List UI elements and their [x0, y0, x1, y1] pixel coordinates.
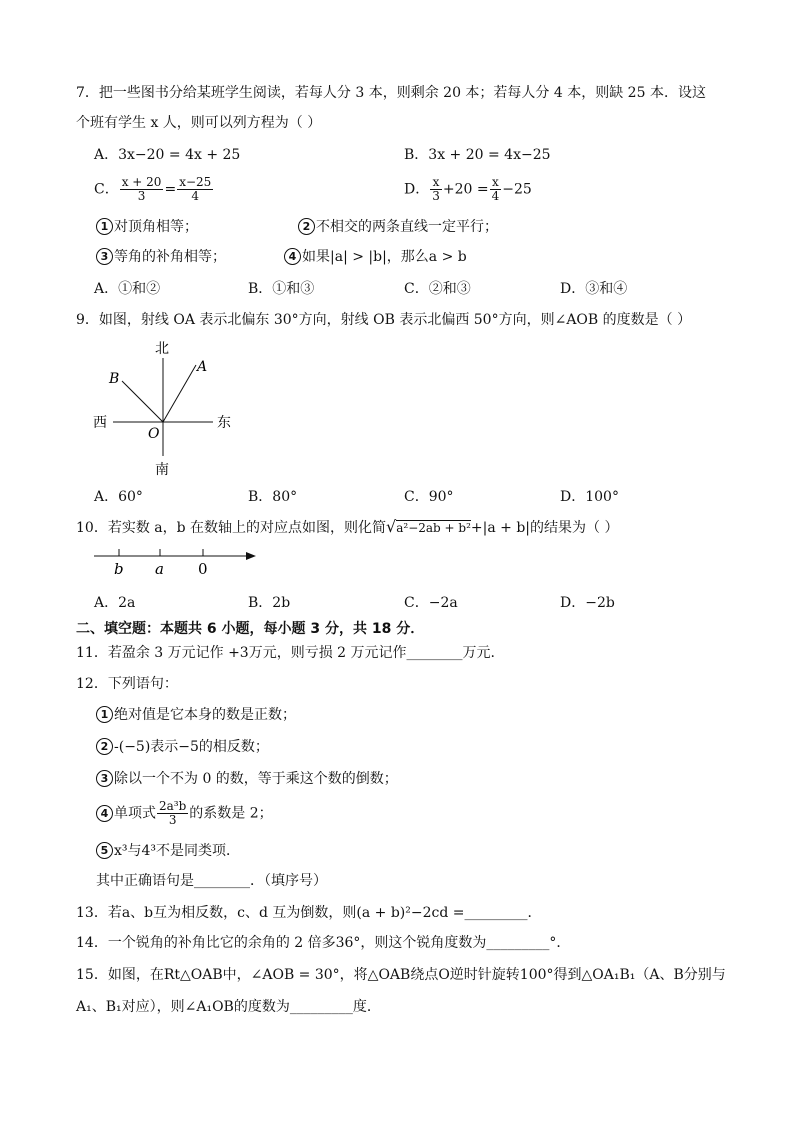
q7-option-d: [404, 176, 532, 203]
circled-number: 1: [96, 706, 113, 723]
sqrt-symbol: √: [386, 517, 397, 536]
ray-ob: [122, 381, 163, 422]
circled-number: 2: [298, 218, 315, 235]
tick-label-zero: 0: [198, 560, 208, 578]
tick-label-a: a: [155, 560, 164, 578]
denominator: 3: [168, 813, 177, 827]
q12-statement-5: [96, 842, 240, 860]
numerator: x: [490, 176, 502, 190]
expression-middle: +20 =: [442, 181, 489, 198]
circled-number: 4: [96, 805, 113, 822]
q7-line2: 个班有学生 x 人，则可以列方程为（ ）: [76, 115, 322, 131]
q12-statement-3: [96, 770, 398, 788]
q9-line: 9．如图，射线 OA 表示北偏东 30°方向，射线 OB 表示北偏西 50°方向，则∠AOB 的度数是（ ）: [76, 312, 692, 328]
numerator: x + 20: [121, 175, 162, 189]
q8-option-c: C．②和③: [404, 281, 471, 297]
q10-option-b: B．2b: [248, 595, 291, 611]
q12-answer-line: 其中正确语句是________．（填序号）: [96, 873, 327, 889]
q10-line: [76, 518, 618, 537]
q12-statement-1: [96, 706, 296, 724]
ray-oa: [163, 365, 196, 422]
label-east: 东: [217, 415, 231, 431]
expression-end: −25: [502, 181, 532, 198]
numerator: x: [430, 176, 442, 190]
q9-option-c: C．90°: [404, 489, 454, 505]
statement-text: x³与4³不是同类项．: [114, 843, 241, 859]
circled-number: 3: [96, 248, 113, 265]
q9-option-d: D．100°: [560, 489, 619, 505]
fraction: [177, 176, 213, 203]
tick-label-b: b: [114, 560, 124, 578]
q9-option-b: B．80°: [248, 489, 298, 505]
q10-text-end: +|a + b|的结果为（ ）: [470, 520, 619, 536]
q8-statement-1: [96, 218, 198, 236]
q7-option-a: A．3x−20 = 4x + 25: [94, 147, 241, 163]
q10-option-d: D．−2b: [560, 595, 615, 611]
section-2-heading: 二、填空题：本题共 6 小题，每小题 3 分，共 18 分．: [76, 621, 425, 637]
statement-text: 绝对值是它本身的数是正数；: [114, 707, 296, 723]
q13-line: 13．若a、b互为相反数，c、d 互为倒数，则(a + b)²−2cd =_________．: [76, 905, 542, 921]
q11-line: 11．若盈余 3 万元记作 +3万元，则亏损 2 万元记作________万元.: [76, 645, 495, 661]
q12-statement-4: [96, 800, 273, 827]
q15-line2: A₁、B₁对应），则∠A₁OB的度数为_________度．: [76, 999, 381, 1015]
q15-line1: 15．如图，在Rt△OAB中，∠AOB = 30°，将△OAB绕点O逆时针旋转100°得到△OA₁B₁（A、B分别与: [76, 967, 726, 983]
statement-text: 除以一个不为 0 的数，等于乘这个数的倒数；: [114, 771, 398, 787]
fraction: [430, 176, 442, 203]
statement-text: -(−5)表示−5的相反数；: [114, 739, 269, 755]
label-west: 西: [93, 415, 107, 431]
q7-option-b: B．3x + 20 = 4x−25: [404, 147, 551, 163]
q8-statement-2: [298, 218, 498, 236]
label-o: O: [148, 426, 160, 442]
q12-title: 12．下列语句：: [76, 676, 178, 692]
fraction: [157, 800, 188, 827]
q8-option-b: B．①和③: [248, 281, 315, 297]
fraction: [490, 176, 502, 203]
q9-option-a: A．60°: [94, 489, 143, 505]
denominator: 4: [491, 189, 500, 203]
label-south: 南: [155, 462, 169, 478]
circled-number: 1: [96, 218, 113, 235]
statement-text: 单项式: [114, 805, 156, 822]
q8-statement-4: [284, 248, 467, 266]
q9-compass-figure: [85, 336, 245, 482]
q10-number-line: [90, 546, 260, 580]
circled-number: 3: [96, 770, 113, 787]
q8-option-a: A．①和②: [94, 281, 161, 297]
circled-number: 2: [96, 738, 113, 755]
q7-option-c: [94, 176, 214, 203]
q8-option-d: D．③和④: [560, 281, 628, 297]
option-label: D．: [404, 181, 430, 198]
label-a: A: [197, 359, 208, 375]
statement-text: 如果|a| > |b|，那么a > b: [302, 249, 467, 265]
label-north: 北: [155, 341, 169, 357]
denominator: 3: [432, 189, 440, 203]
fraction: [120, 176, 164, 203]
circled-number: 5: [96, 842, 113, 859]
statement-text: 对顶角相等；: [114, 219, 198, 235]
circled-number: 4: [284, 248, 301, 265]
q8-statement-3: [96, 248, 226, 266]
axis-arrow: [246, 552, 256, 560]
statement-text: 不相交的两条直线一定平行；: [316, 219, 498, 235]
q10-text-start: 10．若实数 a，b 在数轴上的对应点如图，则化简: [76, 520, 387, 536]
denominator: 4: [191, 189, 200, 203]
equals-sign: =: [164, 181, 177, 198]
option-label: C．: [94, 181, 119, 198]
numerator: x−25: [179, 175, 212, 189]
q10-option-c: C．−2a: [404, 595, 458, 611]
q12-statement-2: [96, 738, 269, 756]
label-b: B: [109, 371, 120, 387]
statement-text: 的系数是 2；: [189, 805, 273, 822]
numerator: 2a³b: [159, 799, 187, 813]
q10-option-a: A．2a: [94, 595, 136, 611]
q7-line1: 7．把一些图书分给某班学生阅读，若每人分 3 本，则剩余 20 本；若每人分 4 本，则缺 25 本．设这: [76, 85, 706, 101]
statement-text: 等角的补角相等；: [114, 249, 226, 265]
denominator: 3: [137, 189, 146, 203]
sqrt-content: a²−2ab + b²: [396, 521, 471, 535]
q14-line: 14．一个锐角的补角比它的余角的 2 倍多36°，则这个锐角度数为_________°．: [76, 935, 571, 951]
